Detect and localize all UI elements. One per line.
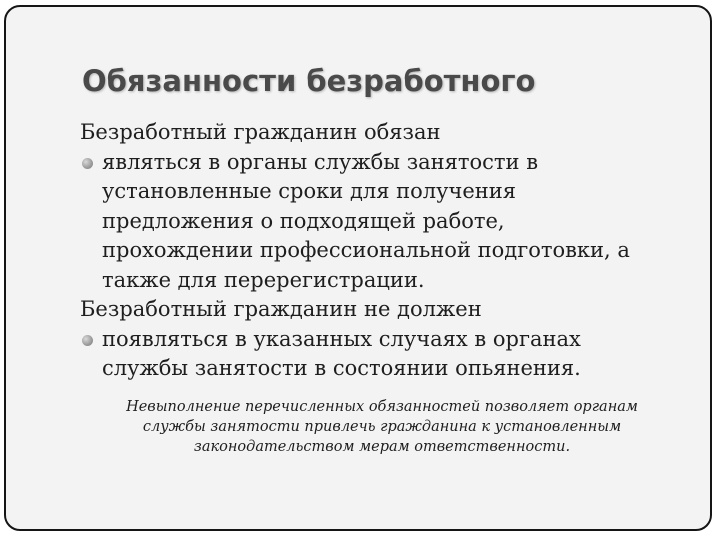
bullet-icon (82, 158, 93, 169)
bullet-line: предложения о подходящей работе, (102, 208, 505, 233)
intro-not-allowed: Безработный гражданин не должен (80, 297, 482, 321)
slide (4, 5, 712, 531)
bullet-line: прохождении профессиональной подготовки, а (102, 238, 630, 262)
slide-title: Обязанности безработного (82, 64, 536, 98)
bullet-line: службы занятости в состоянии опьянения. (102, 356, 581, 380)
slide-body (80, 118, 700, 384)
bullet-item-appear (80, 148, 700, 296)
bullet-icon (82, 335, 93, 346)
footnote-line: законодательством мерам ответственности. (193, 439, 571, 455)
intro-obligated: Безработный гражданин обязан (80, 120, 441, 144)
bullet-line: также для перерегистрации. (102, 267, 425, 292)
bullet-item-intoxication (80, 325, 700, 384)
bullet-line: являться в органы службы занятости в (102, 149, 539, 174)
footnote-line: Невыполнение перечисленных обязанностей позволяет органам (126, 399, 638, 415)
footnote (102, 397, 662, 457)
bullet-line: установленные сроки для получения (102, 179, 517, 203)
footnote-line: службы занятости привлечь гражданина к установленным (142, 419, 622, 435)
bullet-line: появляться в указанных случаях в органах (102, 326, 581, 351)
